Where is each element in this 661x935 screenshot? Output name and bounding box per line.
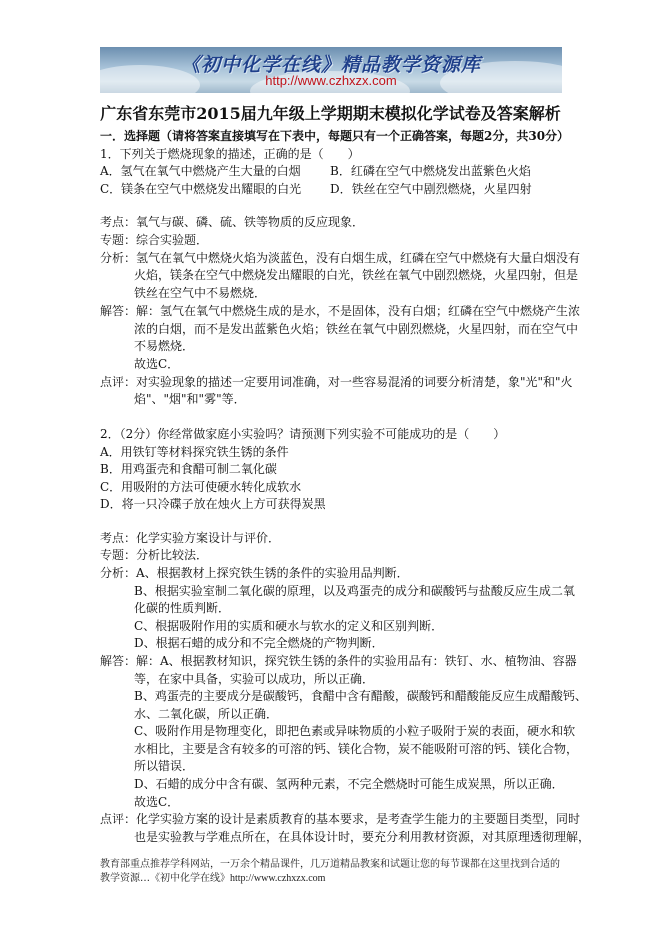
question-1-stem: 1．下列关于燃烧现象的描述，正确的是（ ） [100,147,360,161]
q1-analysis-line: 火焰，镁条在空气中燃烧发出耀眼的白光，铁丝在氧气中剧烈燃烧，火星四射，但是 [134,268,579,282]
banner-title: 《初中化学在线》精品教学资源库 [180,54,481,76]
q2-option-c: C．用吸附的方法可使硬水转化成软水 [100,480,302,494]
q2-analysis-line: D、根据石蜡的成分和不完全燃烧的产物判断． [134,636,384,650]
q2-analysis-line: B、根据实验室制二氧化碳的原理，以及鸡蛋壳的成分和碳酸钙与盐酸反应生成二氧 [134,584,575,598]
section-heading: 一．选择题（请将答案直接填写在下表中，每题只有一个正确答案，每题2分，共30分） [100,129,570,143]
banner-url[interactable]: http://www.czhxzx.com [265,73,397,88]
footer-text: 教学资源…《初中化学在线》 [100,873,230,884]
q2-solution-line: D、石蜡的成分中含有碳、氢两种元素，不完全燃烧时可能生成炭黑，所以正确． [134,777,564,791]
q1-option-b: B．红磷在空气中燃烧发出蓝紫色火焰 [330,164,531,178]
q1-analysis-line: 分析：氢气在氧气中燃烧火焰为淡蓝色，没有白烟生成，红磷在空气中燃烧有大量白烟没有 [100,251,581,265]
page-footer [100,858,570,886]
q2-option-d: D．将一只冷碟子放在烛火上方可获得炭黑 [100,497,326,511]
q2-analysis-line: 分析：A、根据教材上探究铁生锈的条件的实验用品判断． [100,566,409,580]
q2-kaodian: 考点：化学实验方案设计与评价． [100,531,281,545]
q2-analysis-line: C、根据吸附作用的实质和硬水与软水的定义和区别判断． [134,619,444,633]
q1-option-c: C．镁条在空气中燃烧发出耀眼的白光 [100,182,302,196]
q1-answer: 故选C． [134,357,180,371]
q1-option-a: A．氢气在氧气中燃烧产生大量的白烟 [100,164,301,178]
q2-option-b: B．用鸡蛋壳和食醋可制二氧化碳 [100,462,277,476]
q1-solution-line: 不易燃烧． [134,339,195,353]
q1-analysis-line: 铁丝在空气中不易燃烧． [134,286,267,300]
document-title: 广东省东莞市2015届九年级上学期期末模拟化学试卷及答案解析 [100,104,561,123]
q2-solution-line: 水相比，主要是含有较多的可溶的钙、镁化合物，炭不能吸附可溶的钙、镁化合物， [134,742,579,756]
q2-analysis-line: 化碳的性质判断． [134,601,231,615]
q2-solution-line: 等，在家中具备，实验可以成功，所以正确． [134,672,375,686]
q1-option-d: D．铁丝在空气中剧烈燃烧，火星四射 [330,182,532,196]
q1-comment-line: 焰"、"烟"和"雾"等． [134,392,246,406]
q2-solution-line: C、吸附作用是物理变化，即把色素或异味物质的小粒子吸附于炭的表面，硬水和软 [134,724,576,738]
q1-zhuanti: 专题：综合实验题． [100,233,209,247]
q2-comment-line: 也是实验教与学难点所在，在具体设计时，要充分利用教材资源，对其原理透彻理解， [134,830,591,844]
q1-solution-line: 解答：解：氢气在氧气中燃烧生成的是水，不是固体，没有白烟；红磷在空气中燃烧产生浓 [100,304,581,318]
q1-kaodian: 考点：氧气与碳、磷、硫、铁等物质的反应现象． [100,215,365,229]
q2-zhuanti: 专题：分析比较法． [100,548,209,562]
q2-solution-line: 所以错误． [134,759,195,773]
q1-solution-line: 浓的白烟，而不是发出蓝紫色火焰；铁丝在氧气中剧烈燃烧，火星四射，而在空气中 [134,322,579,336]
q2-option-a: A．用铁钉等材料探究铁生锈的条件 [100,445,289,459]
header-banner [100,47,562,93]
footer-url-link[interactable]: http://www.czhxzx.com [230,873,326,884]
footer-line-2 [100,872,570,886]
q2-comment-line: 点评：化学实验方案的设计是素质教育的基本要求，是考查学生能力的主要题目类型，同时 [100,812,581,826]
q2-solution-line: B、鸡蛋壳的主要成分是碳酸钙，食醋中含有醋酸，碳酸钙和醋酸能反应生成醋酸钙、 [134,689,587,703]
footer-line-1: 教育部重点推荐学科网站，一万余个精品课件，几万道精品教案和试题让您的每节课都在这里找到合适的 [100,859,560,870]
q1-comment-line: 点评：对实验现象的描述一定要用词准确，对一些容易混淆的词要分析清楚，象"光"和"火 [100,375,573,389]
q2-solution-line: 水、二氧化碳，所以正确． [134,707,279,721]
question-2-stem: 2．（2分）你经常做家庭小实验吗？请预测下列实验不可能成功的是（ ） [100,427,506,441]
q2-solution-line: 解答：解：A、根据教材知识，探究铁生锈的条件的实验用品有：铁钉、水、植物油、容器 [100,654,577,668]
q2-answer: 故选C． [134,795,180,809]
